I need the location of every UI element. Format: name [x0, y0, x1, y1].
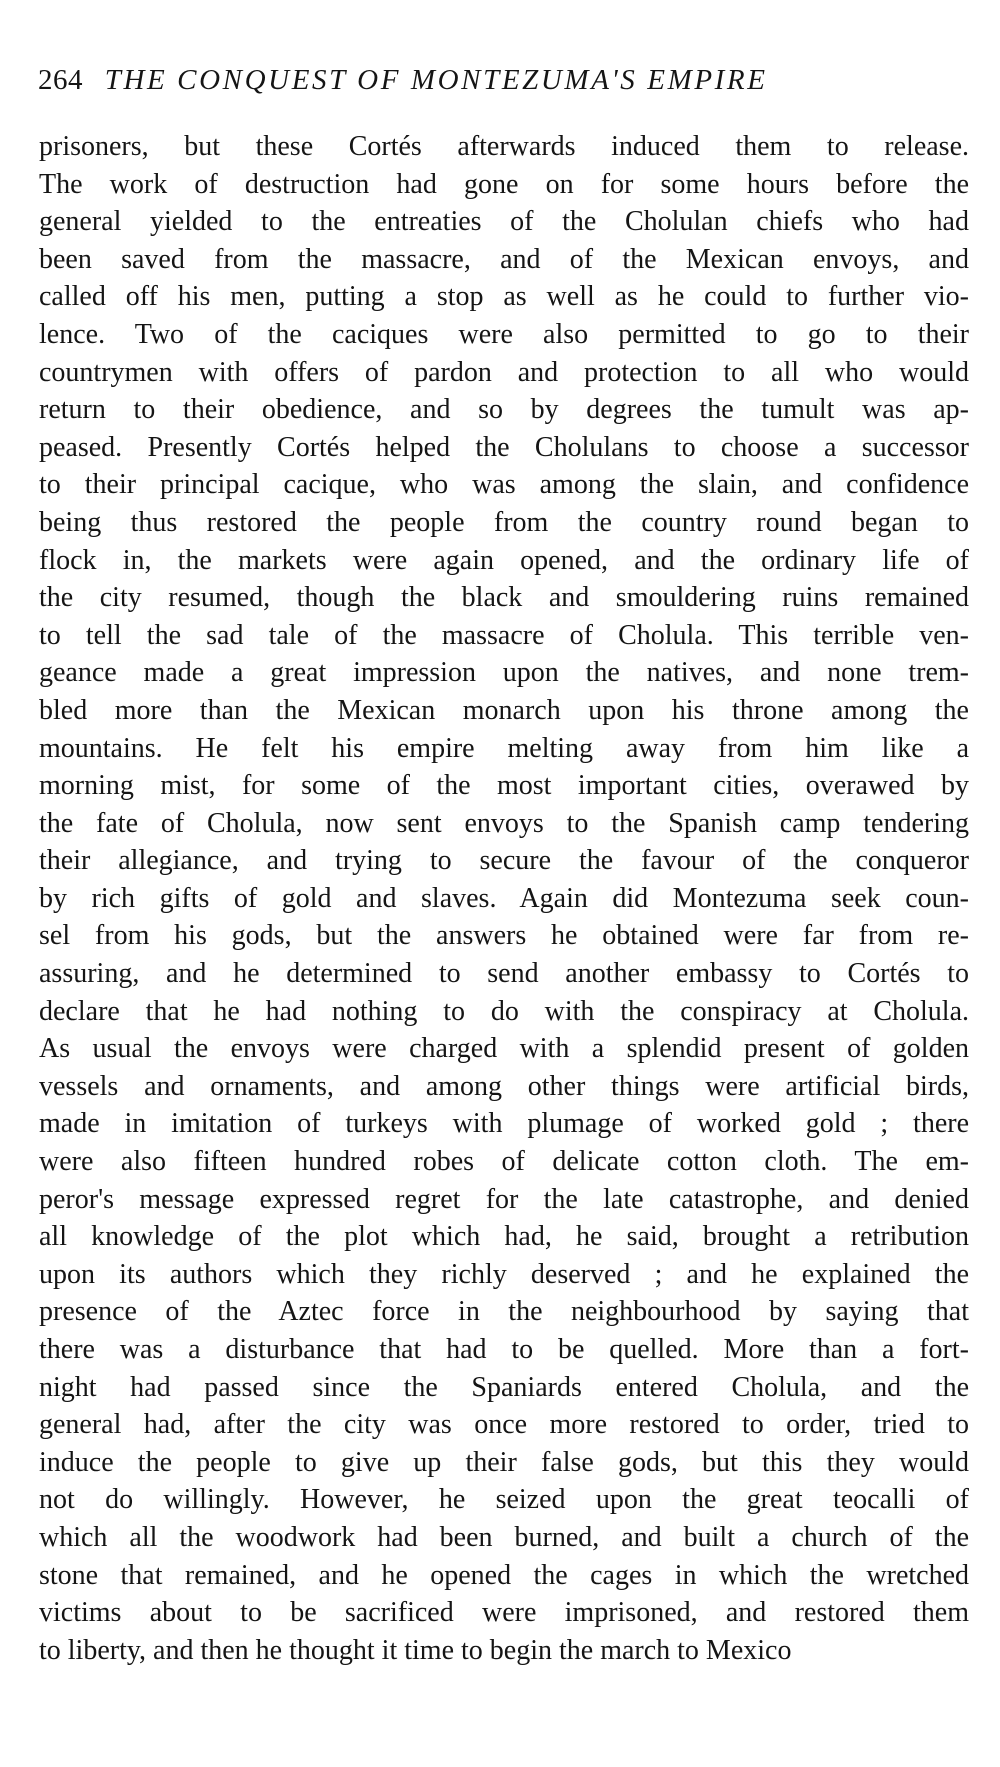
text-line: the fate of Cholula, now sent envoys to the Spanish camp tendering	[39, 807, 969, 839]
text-line: there was a disturbance that had to be quelled. More than a fort-	[39, 1334, 969, 1365]
text-line: The work of destruction had gone on for some hours before the	[39, 168, 969, 200]
text-line: made in imitation of turkeys with plumage of worked gold ; there	[39, 1108, 969, 1140]
text-line: to liberty, and then he thought it time to begin the march to Mexico	[39, 1634, 792, 1666]
text-line: upon its authors which they richly deserved ; and he explained the	[39, 1258, 969, 1290]
text-line: mountains. He felt his empire melting away from him like a	[39, 732, 969, 764]
text-line: all knowledge of the plot which had, he said, brought a retribution	[39, 1221, 969, 1253]
text-line: peror's message expressed regret for the late catastrophe, and denied	[39, 1183, 969, 1215]
text-line: were also fifteen hundred robes of delicate cotton cloth. The em-	[39, 1146, 969, 1178]
text-line: geance made a great impression upon the natives, and none trem-	[39, 657, 969, 689]
text-line: not do willingly. However, he seized upon the great teocalli of	[39, 1484, 969, 1516]
text-line: declare that he had nothing to do with the conspiracy at Cholula.	[39, 995, 969, 1027]
body-text	[39, 128, 969, 1669]
text-line: flock in, the markets were again opened, and the ordinary life of	[39, 544, 969, 576]
text-line: sel from his gods, but the answers he obtained were far from re-	[39, 920, 969, 952]
text-line: general yielded to the entreaties of the Cholulan chiefs who had	[39, 206, 969, 238]
text-line: prisoners, but these Cortés afterwards induced them to release.	[39, 131, 969, 162]
text-line: which all the woodwork had been burned, and built a church of the	[39, 1521, 969, 1553]
text-line: As usual the envoys were charged with a splendid present of golden	[39, 1033, 969, 1065]
text-line: stone that remained, and he opened the cages in which the wretched	[39, 1559, 969, 1591]
text-line: lence. Two of the caciques were also permitted to go to their	[39, 318, 969, 350]
text-line: to their principal cacique, who was among the slain, and confidence	[39, 469, 969, 501]
text-line: countrymen with offers of pardon and protection to all who would	[39, 356, 969, 388]
text-line: presence of the Aztec force in the neighbourhood by saying that	[39, 1296, 969, 1328]
text-line: by rich gifts of gold and slaves. Again did Montezuma seek coun-	[39, 882, 969, 914]
text-line: induce the people to give up their false gods, but this they would	[39, 1446, 969, 1478]
text-line: victims about to be sacrificed were imprisoned, and restored them	[39, 1597, 969, 1629]
text-line: general had, after the city was once more restored to order, tried to	[39, 1409, 969, 1441]
text-line: morning mist, for some of the most important cities, overawed by	[39, 770, 969, 802]
text-line: to tell the sad tale of the massacre of Cholula. This terrible ven-	[39, 619, 969, 651]
text-line: bled more than the Mexican monarch upon his throne among the	[39, 694, 969, 726]
text-line: peased. Presently Cortés helped the Cholulans to choose a successor	[39, 431, 969, 463]
text-line: vessels and ornaments, and among other things were artificial birds,	[39, 1070, 969, 1102]
text-line: assuring, and he determined to send another embassy to Cortés to	[39, 958, 969, 990]
text-line: return to their obedience, and so by degrees the tumult was ap-	[39, 394, 969, 426]
text-line: being thus restored the people from the country round began to	[39, 506, 969, 538]
running-title: THE CONQUEST OF MONTEZUMA'S EMPIRE	[104, 64, 768, 96]
running-head	[38, 60, 968, 100]
text-line: been saved from the massacre, and of the Mexican envoys, and	[39, 243, 969, 275]
text-line: the city resumed, though the black and smouldering ruins remained	[39, 582, 969, 614]
page-number: 264	[38, 64, 83, 96]
text-line: called off his men, putting a stop as well as he could to further vio-	[39, 281, 969, 313]
text-line: night had passed since the Spaniards entered Cholula, and the	[39, 1371, 969, 1403]
text-line: their allegiance, and trying to secure the favour of the conqueror	[39, 845, 969, 877]
